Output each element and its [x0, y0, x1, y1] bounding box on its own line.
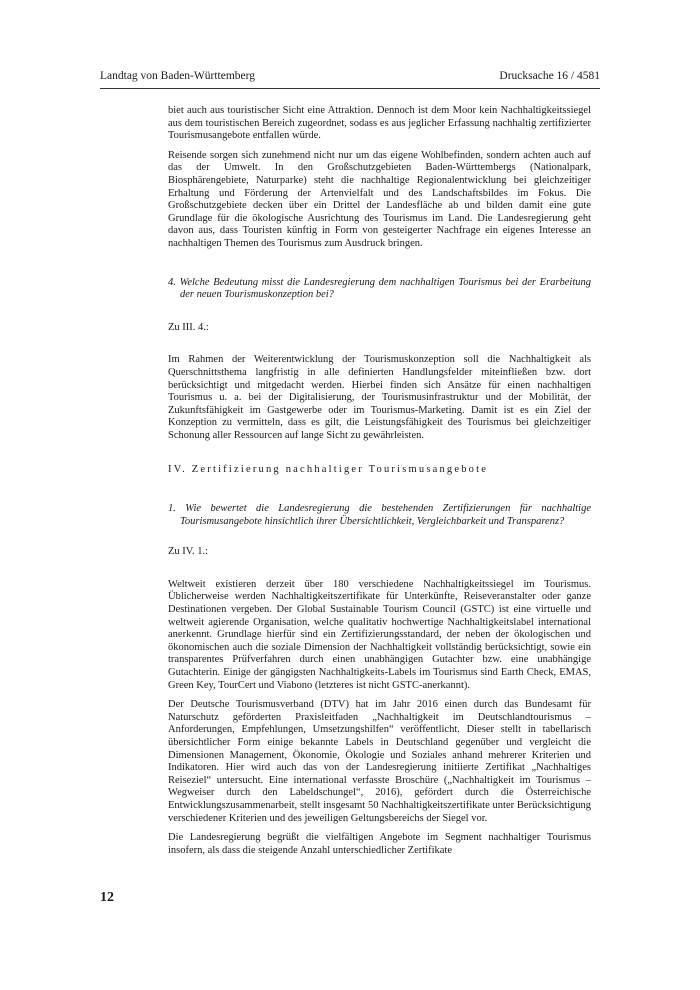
header-document-number: Drucksache 16 / 4581 [499, 70, 600, 82]
paragraph-landesregierung: Die Landesregierung begrüßt die vielfältigen Angebote im Segment nachhaltiger Tourismus insofern, als dass die steigende Anzahl unterschiedlicher Zertifikate [168, 832, 591, 856]
answer-heading-iv-1: Zu IV. 1.: [168, 546, 209, 558]
paragraph-reisende: Reisende sorgen sich zunehmend nicht nur um das eigene Wohlbefinden, sondern achten auch auf das der Umwelt. In den Großschutzgebieten Baden-Württembergs (Nationalpark, Biosphärengebiete, Naturparke) steht die nachhaltige Regionalentwicklung bei gleichzeitiger Erhaltung und Förderung der Artenvielfalt und des Landschaftsbildes im Fokus. Die Großschutzgebiete decken über ein Drittel der Landesfläche ab und bilden damit eine gute Grundlage für die ökologische Ausrichtung des Tourismus im Land. Die Landesregierung geht davon aus, dass Touristen künftig in Form von gesteigerter Nachfrage ein eigenes Interesse an nachhaltigen Themen des Tourismus zum Ausdruck bringen. [168, 149, 591, 249]
paragraph-moor: biet auch aus touristischer Sicht eine Attraktion. Dennoch ist dem Moor kein Nachhaltigkeitssiegel aus dem touristischen Bereich zugeordnet, sodass es aus jeglicher Erfassung nachhaltig zertifizierter Tourismusangebote entfallen würde. [168, 105, 591, 142]
paragraph-dtv: Der Deutsche Tourismusverband (DTV) hat im Jahr 2016 einen durch das Bundesamt für Naturschutz geförderten Praxisleitfaden „Nachhaltigkeit im Deutschlandtourismus – Anforderungen, Empfehlungen, Umsetzungshilfen“ veröffentlicht. Dieser stellt in tabellarisch übersichtlicher Form einige bekannte Labels in Deutschland gegenüber und vergleicht die Dimensionen Management, Ökonomie, Ökologie und Soziales anhand mehrerer Kriterien und Indikatoren. Hier wird auch das von der Landesregierung initiierte Zertifikat „Nachhaltiges Reiseziel“ untersucht. Eine international verfasste Broschüre („Nachhaltigkeit im Tourismus – Wegweiser durch den Labeldschungel“, 2016), gefördert durch die Österreichische Entwicklungszusammenarbeit, stellt insgesamt 50 Nachhaltigkeitszertifikate unter Berücksichtigung verschiedener Kriterien und des jeweiligen Geltungsbereichs der Siegel vor. [168, 699, 591, 824]
question-iv-1: 1. Wie bewertet die Landesregierung die bestehenden Zertifizierungen für nachhaltige Tourismusangebote hinsichtlich ihrer Übersichtlichkeit, Vergleichbarkeit und Transparenz? [168, 503, 591, 527]
paragraph-tourismuskonzeption: Im Rahmen der Weiterentwicklung der Tourismuskonzeption soll die Nachhaltigkeit als Querschnittsthema langfristig in alle definierten Handlungsfelder miteinfließen bzw. dort berücksichtigt und mitgedacht werden. Hierbei finden sich Ansätze für einen nachhaltigen Tourismus u. a. bei der Digitalisierung, der Tourismusinfrastruktur und der Mobilität, der Zukunftsfähigkeit im Gastgewerbe oder im Tourismus-Marketing. Damit ist es ein Ziel der Konzeption zu vermitteln, dass es gilt, die Leistungsfähigkeit des Tourismus bei gleichzeitiger Schonung aller Ressourcen auf lange Sicht zu gewährleisten. [168, 354, 591, 441]
section-heading-iv: IV. Zertifizierung nachhaltiger Tourismusangebote [168, 464, 489, 476]
page-body [168, 105, 591, 857]
paragraph-nachhaltigkeitssiegel: Weltweit existieren derzeit über 180 verschiedene Nachhaltigkeitssiegel im Tourismus. Üblicherweise werden Nachhaltigkeitszertifikate für Unterkünfte, Reiseveranstalter oder ganze Destinationen vergeben. Der Global Sustainable Tourism Council (GSTC) ist eine virtuelle und weltweit agierende Organisation, welche qualitativ hochwertige Nachhaltigkeitslabel international anerkennt. Grundlage hierfür sind ein Zertifizierungsstandard, der neben der ökologischen und ökonomischen auch die soziale Dimension der Nachhaltigkeit vollständig berücksichtigt, sowie ein transparentes Prüfverfahren durch einen unabhängigen Gutachter bzw. eine unabhängige Gutachterin. Einige der gängigsten Nachhaltigkeits-Labels im Tourismus sind Earth Check, EMAS, Green Key, TourCert und Viabono (letzteres ist nicht GSTC-anerkannt). [168, 578, 591, 691]
header-rule [100, 88, 600, 89]
answer-heading-iii-4: Zu III. 4.: [168, 321, 209, 333]
question-iii-4: 4. Welche Bedeutung misst die Landesregierung dem nachhaltigen Tourismus bei der Erarbeitung der neuen Tourismuskonzeption bei? [168, 276, 591, 301]
running-header [100, 70, 600, 82]
page-number: 12 [100, 890, 114, 905]
header-title: Landtag von Baden-Württemberg [100, 70, 255, 82]
